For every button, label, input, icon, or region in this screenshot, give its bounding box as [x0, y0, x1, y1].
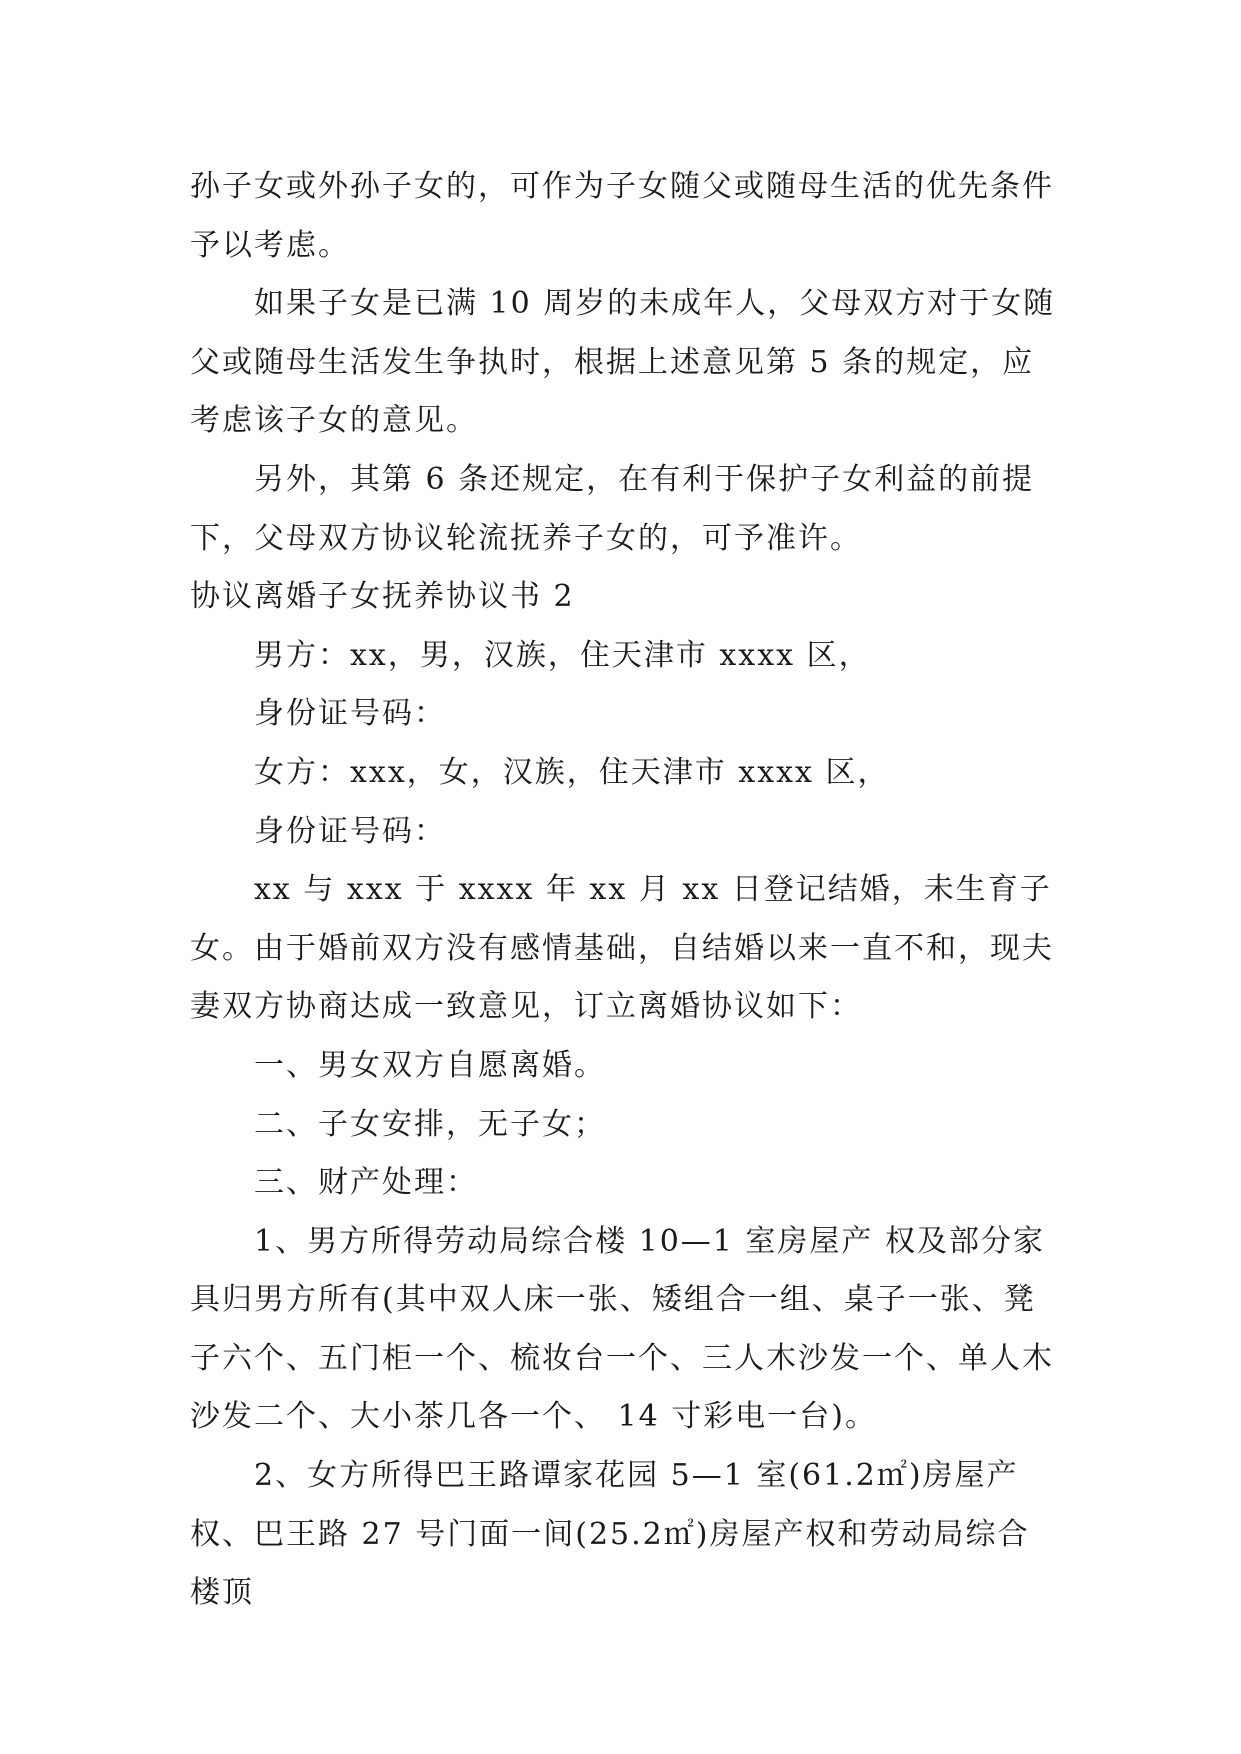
paragraph-wife-id: 身份证号码：: [254, 813, 446, 849]
paragraph-husband-id: 身份证号码：: [254, 696, 446, 732]
section-heading: 协议离婚子女抚养协议书 2: [190, 579, 575, 615]
property-item-2: 2、女方所得巴王路谭家花园 5—1 室(61.2㎡)房屋产权、巴王路 27 号门面一间(25.2㎡)房屋产权和劳动局综合楼顶: [190, 1458, 1030, 1611]
paragraph-1: 孙子女或外孙子女的，可作为子女随父或随母生活的优先条件予以考虑。: [190, 169, 1054, 263]
clause-2: 二、子女安排，无子女；: [254, 1106, 606, 1142]
paragraph-3: 另外，其第 6 条还规定，在有利于保护子女利益的前提下，父母双方协议轮流抚养子女的，可予准许。: [190, 461, 1035, 556]
paragraph-wife: 女方：xxx，女，汉族，住天津市 xxxx 区，: [254, 754, 890, 790]
paragraph-marriage: xx 与 xxx 于 xxxx 年 xx 月 xx 日登记结婚，未生育子女。由于婚前双方没有感情基础，自结婚以来一直不和，现夫妻双方协商达成一致意见，订立离婚协议如下：: [190, 872, 1054, 1025]
clause-1: 一、男女双方自愿离婚。: [254, 1047, 606, 1083]
paragraph-husband: 男方：xx，男，汉族，住天津市 xxxx 区，: [254, 637, 871, 673]
clause-3: 三、财产处理：: [254, 1165, 478, 1201]
paragraph-2: 如果子女是已满 10 周岁的未成年人，父母双方对于女随父或随母生活发生争执时，根据上述意见第 5 条的规定，应考虑该子女的意见。: [190, 286, 1056, 439]
document-body: [190, 158, 1060, 1623]
property-item-1: 1、男方所得劳动局综合楼 10—1 室房屋产 权及部分家具归男方所有(其中双人床一张、矮组合一组、桌子一张、凳子六个、五门柜一个、梳妆台一个、三人木沙发一个、单人木沙发二个、大小茶几各一个、 14 寸彩电一台)。: [190, 1223, 1054, 1435]
